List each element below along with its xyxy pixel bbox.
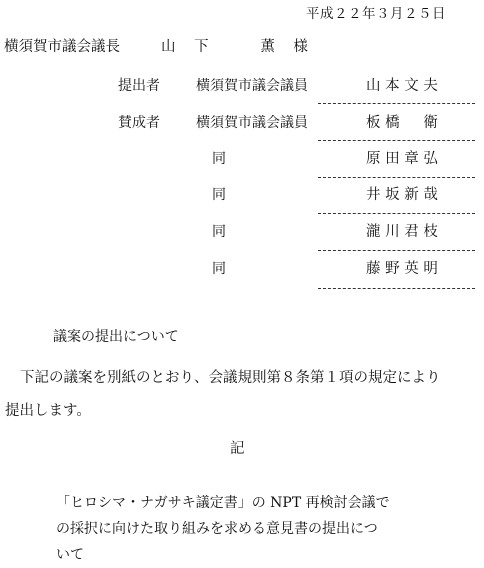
supporter-role-label: 賛成者: [118, 115, 160, 131]
supporter-name: 原 田 章 弘: [366, 151, 438, 167]
signature-line: [318, 177, 475, 178]
proposer-name: 山 本 文 夫: [366, 78, 438, 94]
same-mark: 同: [212, 187, 226, 203]
signature-line: [318, 103, 475, 104]
body-text-line-2: 提出します。: [5, 403, 91, 419]
body-text-line-1: 下記の議案を別紙のとおり、会議規則第８条第１項の規定により: [20, 370, 441, 386]
proposal-title-line-1: 「ヒロシマ・ナガサキ議定書」の NPT 再検討会議で: [56, 495, 390, 511]
signature-line: [318, 140, 475, 141]
proposal-title-line-3: いて: [56, 547, 84, 563]
same-mark: 同: [212, 261, 226, 277]
proposer-org: 横須賀市議会議員: [196, 78, 308, 94]
proposal-title-line-2: の採択に向けた取り組みを求める意見書の提出につ: [56, 521, 378, 537]
supporter-name: 瀧 川 君 枝: [366, 224, 438, 240]
signature-line: [318, 250, 475, 251]
addressee-title: 横須賀市議会議長: [4, 39, 120, 55]
supporter-org: 横須賀市議会議員: [196, 115, 308, 131]
same-mark: 同: [212, 151, 226, 167]
addressee-name: 山 下 薫 様: [161, 39, 315, 55]
supporter-name: 板 橋 衛: [366, 115, 438, 131]
proposer-role-label: 提出者: [118, 78, 160, 94]
subject-heading: 議案の提出について: [53, 329, 179, 345]
signature-line: [318, 288, 475, 289]
signature-line: [318, 213, 475, 214]
document-date: 平成２２年３月２５日: [306, 6, 446, 22]
same-mark: 同: [212, 224, 226, 240]
addressee: [4, 39, 315, 55]
supporter-name: 藤 野 英 明: [366, 261, 438, 277]
ki-heading: 記: [230, 441, 245, 457]
supporter-name: 井 坂 新 哉: [366, 187, 438, 203]
